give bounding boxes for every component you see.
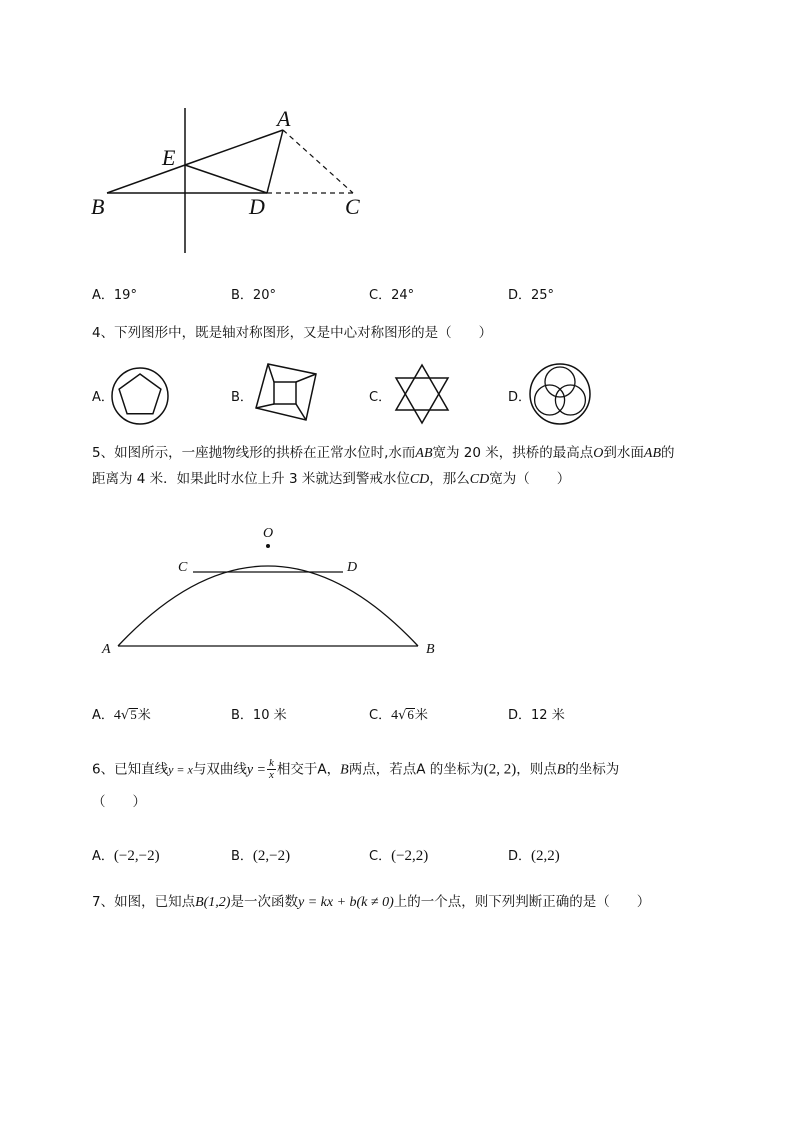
q5-option-b[interactable] — [231, 704, 287, 723]
option-text: 20° — [252, 288, 276, 303]
math-coordinate: (2, 2) — [483, 761, 517, 778]
q5-option-d[interactable] — [508, 704, 565, 723]
q6-option-d[interactable] — [508, 845, 560, 865]
q6-option-b[interactable] — [231, 845, 290, 865]
text-run: 6、已知直线 — [92, 761, 169, 778]
text-run: 相交于A， — [276, 761, 341, 778]
coefficient: 4 — [391, 708, 399, 723]
text-run: 的坐标为 — [565, 761, 620, 778]
q4-option-c[interactable] — [369, 386, 391, 405]
label-d: D — [249, 194, 265, 219]
math-b: B — [556, 762, 566, 778]
q6-question-line2: （ ） — [92, 794, 146, 810]
option-letter: B． — [231, 288, 253, 303]
math-ab: AB — [415, 446, 433, 461]
q3-option-a[interactable] — [92, 284, 137, 303]
text-run: ，则点 — [516, 761, 557, 778]
vertex-point-o — [266, 544, 270, 548]
q6-option-a[interactable] — [92, 845, 160, 865]
option-text: (−2,2) — [391, 848, 429, 864]
text-run: 与双曲线 — [192, 761, 247, 778]
segment-ea — [185, 130, 283, 165]
circle-pentagon-figure[interactable] — [110, 366, 170, 426]
q5-option-a[interactable] — [92, 704, 151, 724]
math-o: O — [593, 446, 604, 461]
option-letter: B． — [231, 849, 253, 864]
option-letter: A． — [92, 390, 114, 405]
option-text: 19° — [113, 288, 137, 303]
six-pointed-star-figure[interactable] — [390, 362, 454, 426]
coefficient: 4 — [113, 708, 121, 723]
square-pinwheel-figure[interactable] — [250, 362, 322, 422]
text-run: 宽为 20 米，拱桥的最高点 — [432, 445, 594, 461]
option-letter: A． — [92, 708, 114, 723]
option-text: 12 米 — [531, 708, 565, 723]
math-b: B — [340, 762, 349, 778]
option-text: 10 米 — [252, 708, 287, 723]
triangle-figure — [85, 100, 385, 260]
label-o: O — [263, 526, 274, 541]
q6-question-line1 — [92, 758, 619, 781]
option-letter: D． — [508, 390, 532, 405]
segment-ac-dashed — [283, 130, 353, 193]
q3-option-b[interactable] — [231, 284, 276, 303]
radicand: 5 — [130, 707, 137, 722]
label-d: D — [347, 560, 358, 575]
text-run: 是一次函数 — [230, 894, 298, 910]
text-run: 上的一个点，则下列判断正确的是（ ） — [393, 894, 651, 910]
label-b: B — [91, 194, 105, 219]
math-ab: AB — [643, 446, 661, 461]
label-c: C — [345, 194, 360, 219]
text-run: 的 — [661, 445, 675, 461]
text-run: 两点，若点A 的坐标为 — [348, 761, 484, 778]
option-letter: C． — [369, 390, 392, 405]
q4-question-text: 4、下列图形中，既是轴对称图形，又是中心对称图形的是（ ） — [92, 325, 493, 341]
option-text: 25° — [531, 288, 555, 303]
option-letter: C． — [369, 708, 392, 723]
option-letter: C． — [369, 849, 392, 864]
q7-question-text — [92, 892, 650, 913]
option-text: 24° — [391, 288, 415, 303]
unit: 米 — [414, 708, 428, 723]
label-a: A — [102, 642, 111, 657]
sqrt-icon: √ — [398, 708, 407, 723]
fraction-numerator: k — [269, 757, 274, 769]
option-text: (2,−2) — [252, 848, 291, 864]
option-letter: D． — [508, 849, 532, 864]
q3-option-c[interactable] — [369, 284, 414, 303]
option-letter: A． — [92, 288, 114, 303]
segment-ed — [185, 165, 267, 193]
q3-option-d[interactable] — [508, 284, 554, 303]
parabola-bridge-figure — [95, 520, 445, 665]
option-text: (2,2) — [531, 848, 560, 864]
math-function: y = kx + b(k ≠ 0) — [297, 895, 394, 910]
option-letter: B． — [231, 708, 253, 723]
q5-question-line1 — [92, 443, 675, 464]
segment-ad — [267, 130, 283, 193]
option-letter: B． — [231, 390, 253, 405]
math-cd: CD — [469, 472, 490, 487]
circle-three-arcs-figure[interactable] — [528, 362, 592, 426]
text-run: 7、如图，已知点 — [92, 894, 196, 910]
option-letter: D． — [508, 288, 532, 303]
math-point: B(1,2) — [195, 895, 231, 910]
math-cd: CD — [409, 472, 430, 487]
option-letter: C． — [369, 288, 392, 303]
fraction-denominator: x — [269, 769, 274, 781]
parabola-arc — [118, 566, 418, 646]
unit: 米 — [137, 708, 151, 723]
math-y: y = — [246, 762, 267, 778]
text-run: 宽为（ ） — [489, 471, 571, 487]
option-letter: D． — [508, 708, 532, 723]
label-b: B — [426, 642, 435, 657]
fraction-k-over-x — [267, 758, 276, 781]
option-text: (−2,−2) — [113, 848, 160, 864]
text-run: 5、如图所示，一座抛物线形的拱桥在正常水位时,水而 — [92, 445, 416, 461]
math-line-eq: y = x — [168, 762, 193, 777]
text-run: ，那么 — [429, 471, 470, 487]
sqrt-icon: √ — [120, 708, 130, 723]
label-c: C — [178, 560, 188, 575]
label-e: E — [162, 145, 176, 170]
q6-option-c[interactable] — [369, 845, 428, 865]
text-run: 到水面 — [603, 445, 644, 461]
q5-option-c[interactable] — [369, 704, 428, 724]
option-letter: A． — [92, 849, 114, 864]
label-a: A — [277, 106, 291, 131]
radicand: 6 — [407, 707, 414, 722]
text-run: 距离为 4 米．如果此时水位上升 3 米就达到警戒水位 — [92, 471, 410, 487]
q5-question-line2 — [92, 469, 570, 490]
